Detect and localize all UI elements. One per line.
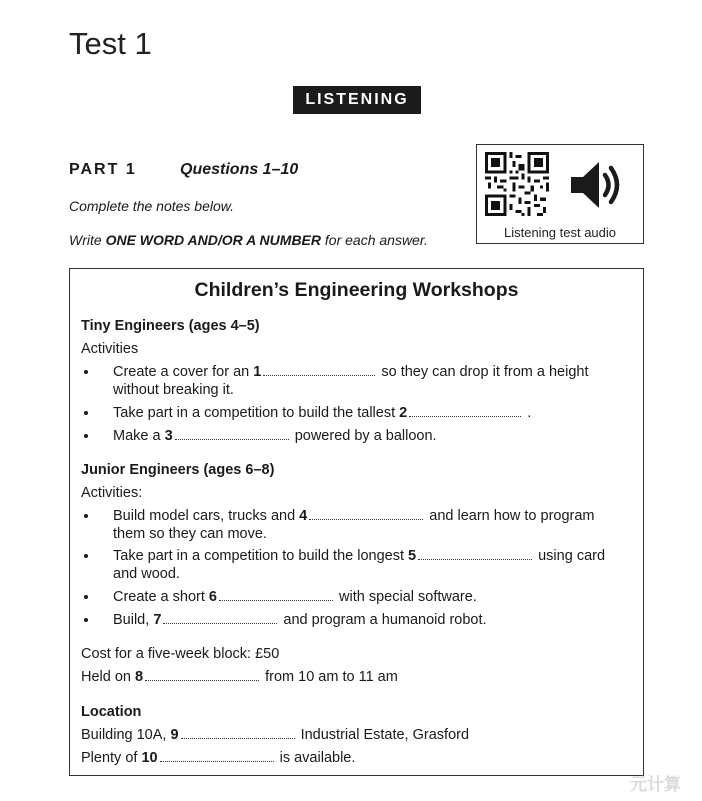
list-item: Build model cars, trucks and 4 and learn how to program them so they can move. (113, 508, 595, 542)
page-title: Test 1 (69, 26, 152, 61)
list-item: Create a cover for an 1 so they can drop it from a height without breaking it. (113, 364, 589, 398)
section-badge: LISTENING (293, 86, 421, 114)
answer-gap-1[interactable] (263, 363, 375, 376)
qr-code-icon[interactable] (485, 152, 549, 216)
junior-engineers-heading: Junior Engineers (ages 6–8) (81, 462, 275, 478)
answer-gap-6[interactable] (219, 588, 333, 601)
speaker-icon[interactable] (567, 157, 625, 213)
instruction-word-limit: Write ONE WORD AND/OR A NUMBER for each answer. (69, 232, 428, 248)
tiny-activities-label: Activities (81, 341, 139, 357)
questions-label: Questions 1–10 (180, 161, 299, 178)
tiny-engineers-heading: Tiny Engineers (ages 4–5) (81, 318, 260, 334)
location-line-1: Building 10A, 9 Industrial Estate, Grasford (81, 727, 470, 743)
list-item: Build, 7 and program a humanoid robot. (113, 612, 487, 628)
answer-gap-8[interactable] (145, 668, 259, 681)
instruction-complete: Complete the notes below. (69, 198, 234, 214)
answer-gap-9[interactable] (181, 726, 295, 739)
audio-panel[interactable] (476, 144, 644, 244)
audio-caption: Listening test audio (503, 225, 617, 240)
answer-gap-4[interactable] (309, 507, 423, 520)
list-item: Take part in a competition to build the longest 5 using card and wood. (113, 548, 606, 582)
held-line: Held on 8 from 10 am to 11 am (81, 669, 398, 685)
notes-panel (69, 268, 644, 776)
watermark: 元计算 (630, 775, 681, 794)
answer-gap-5[interactable] (418, 547, 532, 560)
location-heading: Location (81, 704, 142, 720)
list-item: Create a short 6 with special software. (113, 589, 477, 605)
cost-line: Cost for a five-week block: £50 (81, 646, 280, 662)
answer-gap-10[interactable] (160, 749, 274, 762)
list-item: Make a 3 powered by a balloon. (113, 428, 437, 444)
location-line-2: Plenty of 10 is available. (81, 750, 356, 766)
answer-gap-7[interactable] (163, 611, 277, 624)
notes-title: Children’s Engineering Workshops (194, 279, 519, 301)
junior-activities-label: Activities: (81, 485, 143, 501)
part-label: PART 1 (69, 161, 137, 178)
answer-gap-3[interactable] (175, 427, 289, 440)
answer-gap-2[interactable] (409, 404, 521, 417)
list-item: Take part in a competition to build the tallest 2 . (113, 405, 532, 421)
